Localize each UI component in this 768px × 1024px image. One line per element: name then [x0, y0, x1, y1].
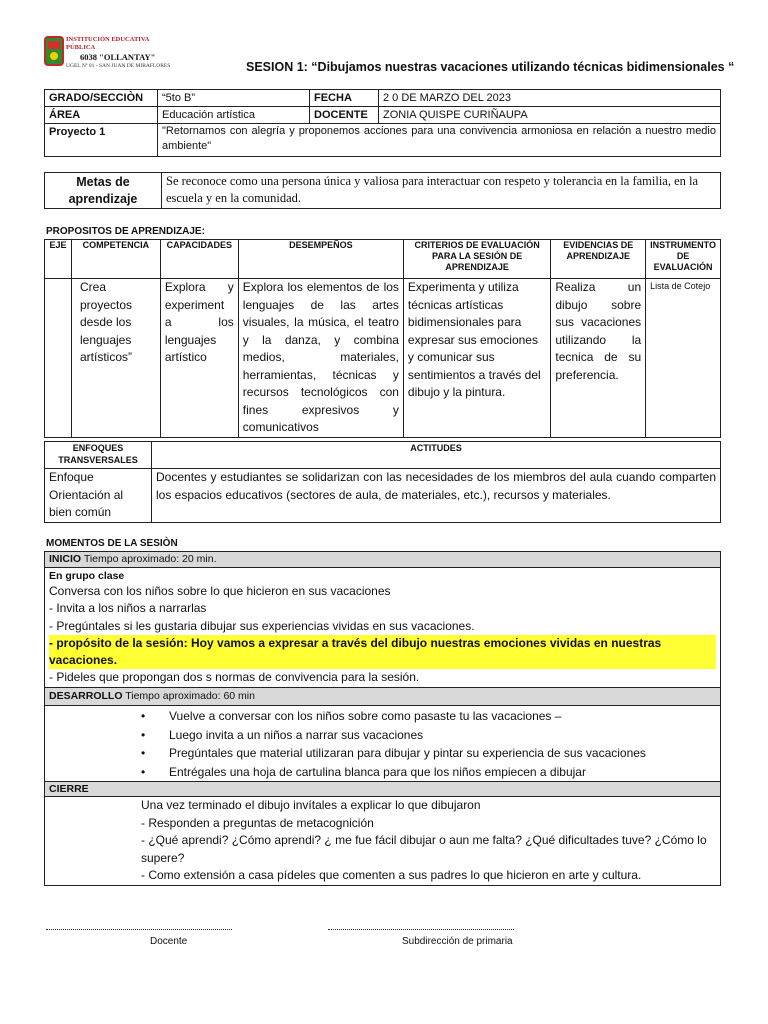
propositos-heading: PROPOSITOS DE APRENDIZAJE: — [46, 226, 205, 237]
docente-value: ZONIA QUISPE CURIÑAUPA — [379, 107, 721, 124]
cierre-line: - ¿Qué aprendi? ¿Cómo aprendi? ¿ me fue fácil dibujar o aun me falta? ¿Qué dificultades tuve? ¿Cómo lo supere? — [141, 833, 707, 865]
col-competencia: COMPETENCIA — [71, 240, 160, 279]
session-title: SESION 1: “Dibujamos nuestras vacaciones utilizando técnicas bidimensionales “ — [246, 60, 735, 74]
desarrollo-item: • Entrégales una hoja de cartulina blanca para que los niños empiecen a dibujar — [169, 763, 716, 782]
instrumento-cell: Lista de Cotejo — [646, 279, 721, 438]
col-capacidades: CAPACIDADES — [160, 240, 238, 279]
cierre-line: - Responden a preguntas de metacognición — [141, 815, 374, 830]
evidencias-cell: Realiza un dibujo sobre sus vacaciones utilizando la tecnica de su preferencia. — [551, 279, 646, 438]
propositos-table — [44, 239, 721, 438]
metas-text: Se reconoce como una persona única y valiosa para interactuar con respeto y tolerancia en la familia, en la escuela y en la comunidad. — [162, 173, 721, 209]
desarrollo-label: DESARROLLO — [49, 690, 123, 702]
school-logo — [44, 36, 172, 70]
eje-cell — [45, 279, 72, 438]
enfoques-table — [44, 441, 721, 523]
inicio-header — [45, 552, 721, 568]
criterios-cell: Experimenta y utiliza técnicas artísticas bidimensionales para expresar sus emociones y comunicar sus sentimientos a través del dibujo y la pintura. — [403, 279, 550, 438]
actitud-value: Docentes y estudiantes se solidarizan con las necesidades de los miembros del aula cuando comparten los espacios educativos (sectores de aula, de materiales, etc.), recursos y materiales. — [152, 469, 721, 523]
session-info-table — [44, 89, 721, 157]
momentos-heading: MOMENTOS DE LA SESIÒN — [46, 538, 178, 549]
capacidades-cell: Explora y experiment a los lenguajes artístico — [160, 279, 238, 438]
col-instrumento: INSTRUMENTO DE EVALUACIÓN — [646, 240, 721, 279]
signature-line-subdireccion — [328, 929, 514, 930]
signature-label-docente: Docente — [150, 936, 188, 947]
fecha-value: 2 0 DE MARZO DEL 2023 — [379, 90, 721, 107]
inicio-label: INICIO — [49, 553, 82, 565]
col-criterios: CRITERIOS DE EVALUACIÓN PARA LA SESIÓN DE APRENDIZAJE — [403, 240, 550, 279]
inicio-time: Tiempo aproximado: 20 min. — [81, 553, 217, 565]
enfoques-label: ENFOQUES TRANSVERSALES — [45, 442, 152, 469]
desarrollo-item: • Vuelve a conversar con los niños sobre como pasaste tu las vacaciones – — [169, 707, 716, 726]
momentos-table — [44, 551, 721, 886]
grado-label: GRADO/SECCIÒN — [45, 90, 158, 107]
desarrollo-header — [45, 688, 721, 706]
actitudes-label: ACTITUDES — [152, 442, 721, 469]
signature-line-docente — [46, 929, 232, 930]
competencia-cell: Crea proyectos desde los lenguajes artísticos” — [71, 279, 160, 438]
desempenos-cell: Explora los elementos de los lenguajes de las artes visuales, la música, el teatro y la danza, y combina medios, materiales, herramientas, técnicas y recursos tecnológicos con fines expresivos y comunicativos — [238, 279, 403, 438]
col-eje: EJE — [45, 240, 72, 279]
col-evidencias: EVIDENCIAS DE APRENDIZAJE — [551, 240, 646, 279]
fecha-label: FECHA — [310, 90, 379, 107]
docente-label: DOCENTE — [310, 107, 379, 124]
desarrollo-time: Tiempo aproximado: 60 min — [122, 690, 255, 702]
enfoque-value: Enfoque Orientación al bien común — [45, 469, 152, 523]
col-desempenos: DESEMPEÑOS — [238, 240, 403, 279]
logo-line-3: UGEL Nº 01 - SAN JUAN DE MIRAFLORES — [66, 63, 171, 69]
inicio-body — [45, 568, 721, 688]
inicio-line: - Invita a los niños a narrarlas — [49, 601, 207, 616]
area-value: Educación artística — [158, 107, 310, 124]
inicio-proposito-line: - propósito de la sesión: Hoy vamos a expresar a través del dibujo nuestras emociones vividas en nuestras vacaciones. — [49, 635, 716, 670]
desarrollo-item: • Luego invita a un niños a narrar sus vacaciones — [169, 726, 716, 745]
cierre-header: CIERRE — [45, 782, 721, 797]
metas-label: Metas de aprendizaje — [45, 173, 162, 209]
cierre-line: Una vez terminado el dibujo invítales a explicar lo que dibujaron — [141, 798, 481, 812]
inicio-group: En grupo clase — [49, 570, 125, 582]
logo-line-2: 6038 "OLLANTAY" — [80, 52, 156, 62]
metas-table — [44, 172, 721, 209]
inicio-line: - Pregúntales si les gustaria dibujar sus experiencias vividas en sus vacaciones. — [49, 618, 475, 633]
proyecto-label: Proyecto 1 — [45, 124, 158, 157]
inicio-line: Conversa con los niños sobre lo que hicieron en sus vacaciones — [49, 584, 391, 598]
logo-line-1: INSTITUCIÓN EDUCATIVA PÚBLICA — [66, 36, 150, 51]
desarrollo-item: • Pregúntales que material utilizaran para dibujar y pintar su experiencia de sus vacaciones — [169, 744, 716, 763]
signature-label-subdireccion: Subdirección de primaria — [402, 936, 513, 947]
grado-value: “5to B” — [158, 90, 310, 107]
cierre-body — [45, 797, 721, 886]
cierre-line: - Como extensión a casa pídeles que comenten a sus padres lo que hicieron en arte y cultura. — [141, 868, 642, 882]
proyecto-value: "Retornamos con alegría y proponemos acciones para una convivencia armoniosa en relación a nuestro medio ambiente" — [158, 124, 721, 157]
desarrollo-body — [45, 706, 721, 782]
inicio-line: - Pideles que propongan dos s normas de convivencia para la sesión. — [49, 670, 420, 685]
area-label: ÁREA — [45, 107, 158, 124]
school-crest-icon — [44, 36, 64, 68]
